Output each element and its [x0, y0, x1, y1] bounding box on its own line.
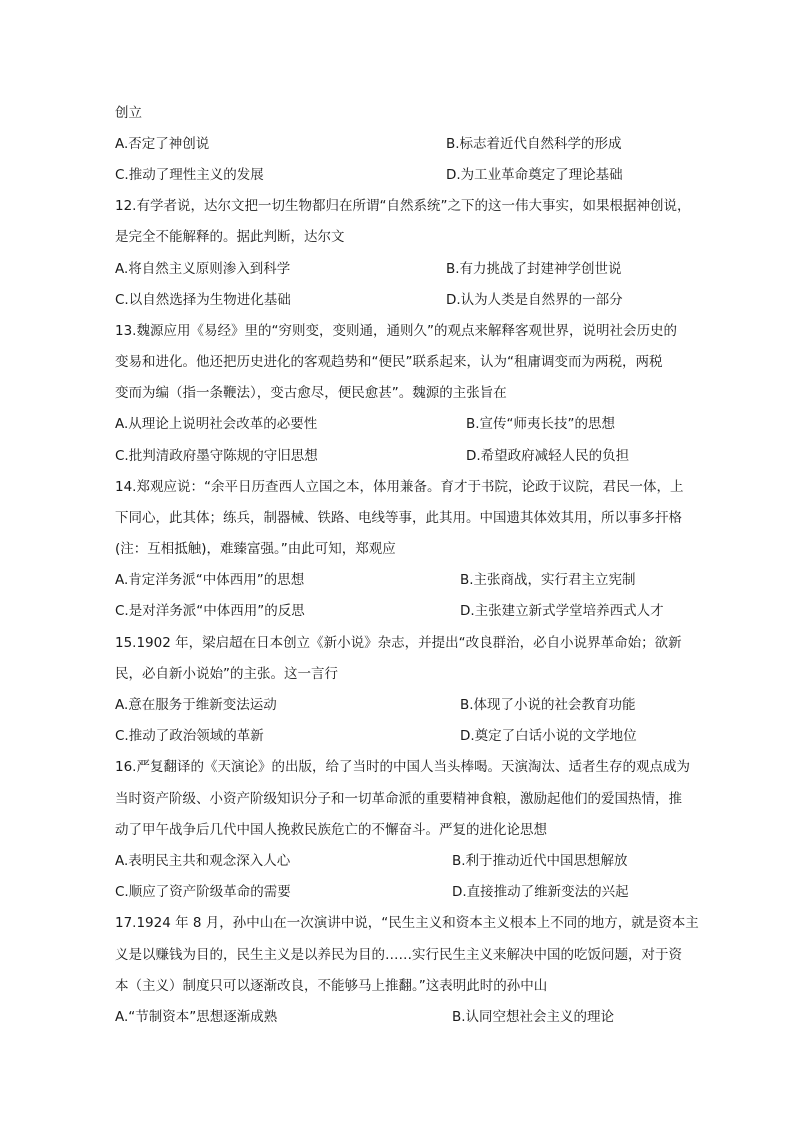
- q14-option-b: B.主张商战，实行君主立宪制: [460, 572, 636, 588]
- q13-stem-line-1: 13.魏源应用《易经》里的“穷则变，变则通，通则久”的观点来解释客观世界，说明社会历史的: [115, 323, 677, 339]
- q13-option-c: C.批判清政府墨守陈规的守旧思想: [115, 448, 318, 464]
- q15-option-c: C.推动了政治领域的革新: [115, 728, 264, 744]
- q12-stem-line-1: 12.有学者说，达尔文把一切生物都归在所谓“自然系统”之下的这一伟大事实，如果根据神创说，: [115, 198, 691, 214]
- q11-option-a: A.否定了神创说: [115, 136, 210, 152]
- q11-option-c: C.推动了理性主义的发展: [115, 167, 264, 183]
- q14-stem-line-3: (注：互相抵触)，难臻富强。”由此可知，郑观应: [115, 541, 396, 557]
- q17-stem-line-2: 义是以赚钱为目的，民生主义是以养民为目的……实行民生主义来解决中国的吃饭问题，对于资: [115, 947, 682, 963]
- q11-option-b: B.标志着近代自然科学的形成: [446, 136, 622, 152]
- q15-stem-line-1: 15.1902 年，梁启超在日本创立《新小说》杂志，并提出“改良群治，必自小说界革命始；欲新: [115, 635, 682, 651]
- q12-option-c: C.以自然选择为生物进化基础: [115, 292, 291, 308]
- q15-option-d: D.奠定了白话小说的文学地位: [460, 728, 637, 744]
- q13-stem-line-2: 变易和进化。他还把历史进化的客观趋势和“便民”联系起来，认为“租庸调变而为两税，两税: [115, 354, 663, 370]
- q15-stem-line-2: 民，必自新小说始”的主张。这一言行: [115, 666, 338, 682]
- q13-option-b: B.宣传“师夷长技”的思想: [466, 416, 616, 432]
- q12-option-a: A.将自然主义原则渗入到科学: [115, 261, 291, 277]
- q12-stem-line-2: 是完全不能解释的。据此判断，达尔文: [115, 229, 345, 245]
- q16-option-b: B.利于推动近代中国思想解放: [452, 853, 628, 869]
- q11-option-d: D.为工业革命奠定了理论基础: [446, 167, 623, 183]
- q15-option-a: A.意在服务于维新变法运动: [115, 697, 277, 713]
- q16-option-c: C.顺应了资产阶级革命的需要: [115, 884, 291, 900]
- q12-option-d: D.认为人类是自然界的一部分: [446, 292, 623, 308]
- q16-stem-line-2: 当时资产阶级、小资产阶级知识分子和一切革命派的重要精神食粮，激励起他们的爱国热情，推: [115, 791, 682, 807]
- q17-option-b: B.认同空想社会主义的理论: [452, 1009, 615, 1025]
- q14-stem-line-2: 下同心，此其体；练兵，制器械、铁路、电线等事，此其用。中国遗其体效其用，所以事多扞格: [115, 510, 682, 526]
- q14-option-c: C.是对洋务派“中体西用”的反思: [115, 603, 305, 619]
- q13-option-d: D.希望政府减轻人民的负担: [466, 448, 630, 464]
- q17-stem-line-1: 17.1924 年 8 月，孙中山在一次演讲中说，“民生主义和资本主义根本上不同的地方，就是资本主: [115, 915, 699, 931]
- q16-option-d: D.直接推动了维新变法的兴起: [452, 884, 629, 900]
- q14-option-d: D.主张建立新式学堂培养西式人才: [460, 603, 664, 619]
- q14-option-a: A.肯定洋务派“中体西用”的思想: [115, 572, 305, 588]
- q16-stem-line-1: 16.严复翻译的《天演论》的出版，给了当时的中国人当头棒喝。天演淘汰、适者生存的观点成为: [115, 759, 690, 775]
- q13-option-a: A.从理论上说明社会改革的必要性: [115, 416, 318, 432]
- q14-stem-line-1: 14.郑观应说：“余平日历查西人立国之本，体用兼备。育才于书院，论政于议院，君民一体，上: [115, 479, 684, 495]
- q13-stem-line-3: 变而为编（指一条鞭法），变古愈尽，便民愈甚”。魏源的主张旨在: [115, 385, 507, 401]
- q12-option-b: B.有力挑战了封建神学创世说: [446, 261, 622, 277]
- q15-option-b: B.体现了小说的社会教育功能: [460, 697, 636, 713]
- q17-stem-line-3: 本（主义）制度只可以逐渐改良，不能够马上推翻。”这表明此时的孙中山: [115, 978, 548, 994]
- q16-stem-line-3: 动了甲午战争后几代中国人挽救民族危亡的不懈奋斗。严复的进化论思想: [115, 822, 547, 838]
- q17-option-a: A.“节制资本”思想逐渐成熟: [115, 1009, 278, 1025]
- q16-option-a: A.表明民主共和观念深入人心: [115, 853, 291, 869]
- question-continuation: 创立: [115, 105, 142, 121]
